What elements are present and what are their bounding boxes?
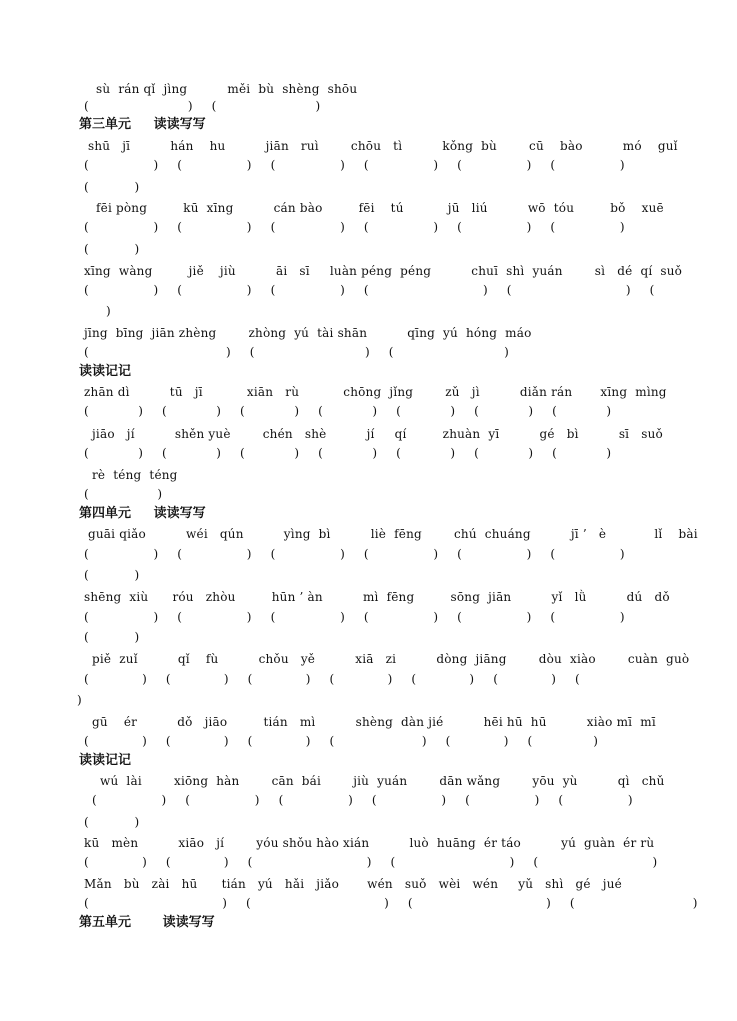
- pinyin-line: fēi pòng kū xīng cán bào fēi tú jū liú wō tóu bǒ xuē: [96, 201, 664, 215]
- pinyin-line: shēng xiù róu zhòu hūn ’ àn mì fēng sōng jiān yǐ lǜ dú dǒ: [84, 590, 670, 604]
- answer-blank-line: ( ): [84, 487, 163, 501]
- answer-blank-line: ( ): [84, 630, 140, 644]
- pinyin-line: xīng wàng jiě jiù āi sī luàn péng péng chuī shì yuán sì dé qí suǒ: [84, 264, 683, 278]
- answer-blank-line: ( ) ( ) ( ) ( ) ( ) ( ): [84, 220, 625, 234]
- pinyin-line: kū mèn xiāo jí yóu shǒu hào xián luò huāng ér táo yú guàn ér rù: [84, 836, 655, 850]
- pinyin-line: piě zuǐ qǐ fù chǒu yě xiā zi dòng jiāng dòu xiào cuàn guò: [92, 652, 690, 666]
- section-heading: 读读记记: [79, 364, 132, 379]
- answer-blank-line: ): [77, 693, 82, 707]
- answer-blank-line: ( ) ( ) ( ) ( ) ( ) ( ): [84, 734, 598, 748]
- pinyin-line: sù rán qǐ jìng měi bù shèng shōu: [96, 82, 358, 96]
- answer-blank-line: ( ) ( ) ( ) ( ): [84, 896, 698, 910]
- pinyin-line: shū jī hán hu jiān ruì chōu tì kǒng bù cū bào mó guǐ: [88, 139, 678, 153]
- answer-blank-line: ( ): [84, 242, 140, 256]
- pinyin-line: Mǎn bù zài hū tián yú hǎi jiǎo wén suǒ wèi wén yǔ shì gé jué: [84, 877, 622, 891]
- answer-blank-line: ( ): [84, 815, 140, 829]
- answer-blank-line: ( ) ( ) ( ) ( ) ( ): [84, 855, 658, 869]
- answer-blank-line: ( ) ( ) ( ): [84, 345, 509, 359]
- answer-blank-line: ( ) ( ) ( ) ( ) ( ) ( ): [92, 793, 633, 807]
- pinyin-line: guāi qiǎo wéi qún yìng bì liè fēng chú chuáng jī ’ è lǐ bài: [88, 527, 698, 541]
- pinyin-line: jiāo jí shěn yuè chén shè jí qí zhuàn yī gé bì sī suǒ: [92, 427, 663, 441]
- section-heading: 第五单元 读读写写: [79, 915, 215, 930]
- answer-blank-line: ( ) ( ) ( ) ( ) ( ) ( ) ( ): [84, 446, 612, 460]
- answer-blank-line: ( ): [84, 180, 140, 194]
- section-heading: 第四单元 读读写写: [79, 506, 206, 521]
- pinyin-line: wú lài xiōng hàn cān bái jiù yuán dān wǎng yōu yù qì chǔ: [100, 774, 665, 788]
- answer-blank-line: ): [106, 304, 111, 318]
- answer-blank-line: ( ) ( ): [84, 99, 321, 113]
- answer-blank-line: ( ) ( ) ( ) ( ) ( ) ( ) ( ): [84, 404, 612, 418]
- answer-blank-line: ( ) ( ) ( ) ( ) ( ) ( ) (: [84, 672, 580, 686]
- answer-blank-line: ( ): [84, 568, 140, 582]
- answer-blank-line: ( ) ( ) ( ) ( ) ( ) ( ): [84, 610, 625, 624]
- pinyin-line: rè téng téng: [92, 468, 178, 482]
- answer-blank-line: ( ) ( ) ( ) ( ) ( ) (: [84, 283, 655, 297]
- section-heading: 第三单元 读读写写: [79, 117, 206, 132]
- pinyin-line: zhān dì tū jī xiān rù chōng jǐng zǔ jì diǎn rán xīng mìng: [84, 385, 667, 399]
- answer-blank-line: ( ) ( ) ( ) ( ) ( ) ( ): [84, 547, 625, 561]
- section-heading: 读读记记: [79, 753, 132, 768]
- pinyin-line: jīng bīng jiān zhèng zhòng yú tài shān qīng yú hóng máo: [84, 326, 532, 340]
- pinyin-line: gū ér dǒ jiāo tián mì shèng dàn jié hēi hū hū xiào mī mī: [92, 715, 656, 729]
- answer-blank-line: ( ) ( ) ( ) ( ) ( ) ( ): [84, 158, 625, 172]
